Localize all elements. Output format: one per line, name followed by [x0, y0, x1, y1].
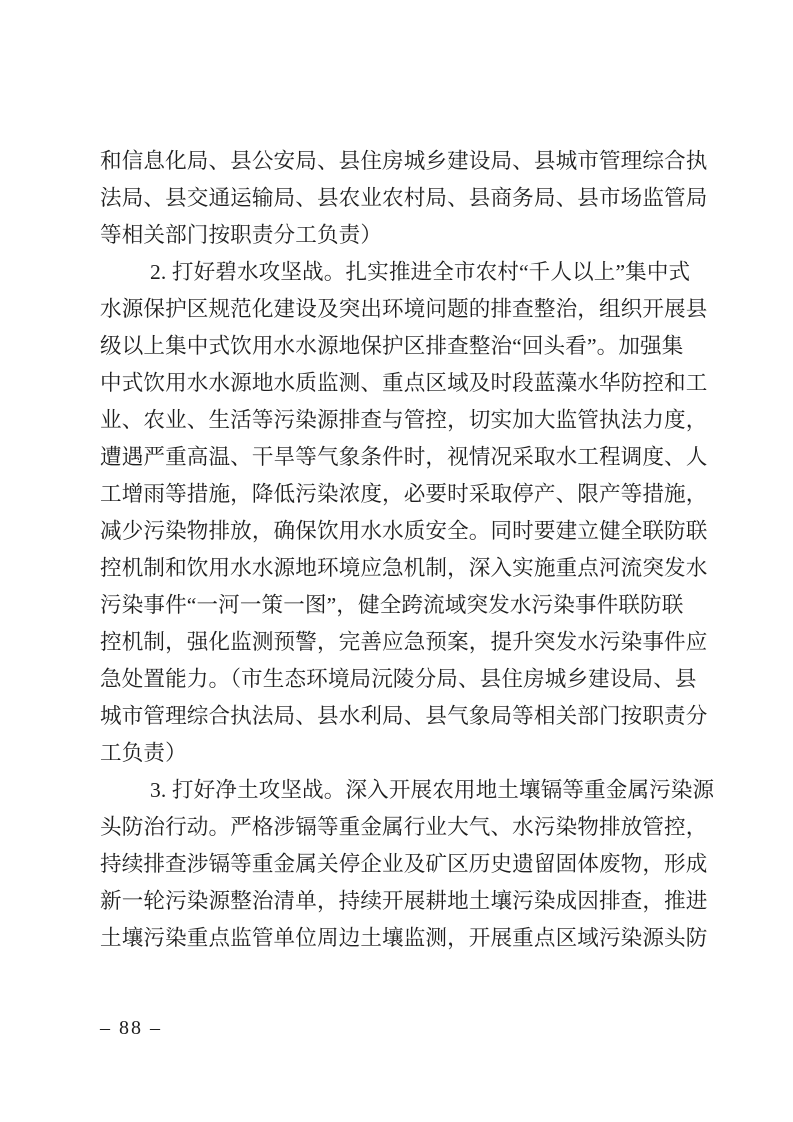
- text-line: 业、农业、生活等污染源排查与管控，切实加大监管执法力度，: [100, 408, 708, 432]
- text-line: 头防治行动。严格涉镉等重金属行业大气、水污染物排放管控，: [100, 815, 708, 839]
- text-line: 法局、县交通运输局、县农业农村局、县商务局、县市场监管局: [100, 186, 708, 210]
- text-line: 控机制，强化监测预警，完善应急预案，提升突发水污染事件应: [100, 630, 708, 654]
- text-line: 和信息化局、县公安局、县住房城乡建设局、县城市管理综合执: [100, 149, 708, 173]
- text-line: 土壤污染重点监管单位周边土壤监测，开展重点区域污染源头防: [100, 926, 708, 950]
- text-line: 新一轮污染源整治清单，持续开展耕地土壤污染成因排查，推进: [100, 889, 708, 913]
- text-line: 水源保护区规范化建设及突出环境问题的排查整治，组织开展县: [100, 297, 708, 321]
- text-line: 控机制和饮用水水源地环境应急机制，深入实施重点河流突发水: [100, 556, 708, 580]
- paragraph-2: [100, 254, 712, 772]
- text-line: 工负责）: [100, 741, 187, 765]
- text-line: 3. 打好净土攻坚战。深入开展农用地土壤镉等重金属污染源: [150, 778, 715, 802]
- text-line: 2. 打好碧水攻坚战。扎实推进全市农村“千人以上”集中式: [150, 260, 691, 284]
- text-line: 遭遇严重高温、干旱等气象条件时，视情况采取水工程调度、人: [100, 445, 708, 469]
- paragraph-3: [100, 772, 715, 957]
- text-line: 中式饮用水水源地水质监测、重点区域及时段蓝藻水华防控和工: [100, 371, 708, 395]
- text-line: 急处置能力。（市生态环境局沅陵分局、县住房城乡建设局、县: [100, 667, 697, 691]
- text-line: 级以上集中式饮用水水源地保护区排查整治“回头看”。加强集: [100, 334, 684, 358]
- text-line: 工增雨等措施，降低污染浓度，必要时采取停产、限产等措施，: [100, 482, 708, 506]
- page-number: – 88 –: [100, 1017, 162, 1039]
- document-body: [100, 143, 715, 957]
- text-line: 持续排查涉镉等重金属关停企业及矿区历史遗留固体废物，形成: [100, 852, 708, 876]
- text-line: 城市管理综合执法局、县水利局、县气象局等相关部门按职责分: [100, 704, 708, 728]
- text-line: 污染事件“一河一策一图”，健全跨流域突发水污染事件联防联: [100, 593, 684, 617]
- paragraph-continuation: [100, 143, 712, 254]
- text-line: 等相关部门按职责分工负责）: [100, 223, 383, 247]
- text-line: 减少污染物排放，确保饮用水水质安全。同时要建立健全联防联: [100, 519, 708, 543]
